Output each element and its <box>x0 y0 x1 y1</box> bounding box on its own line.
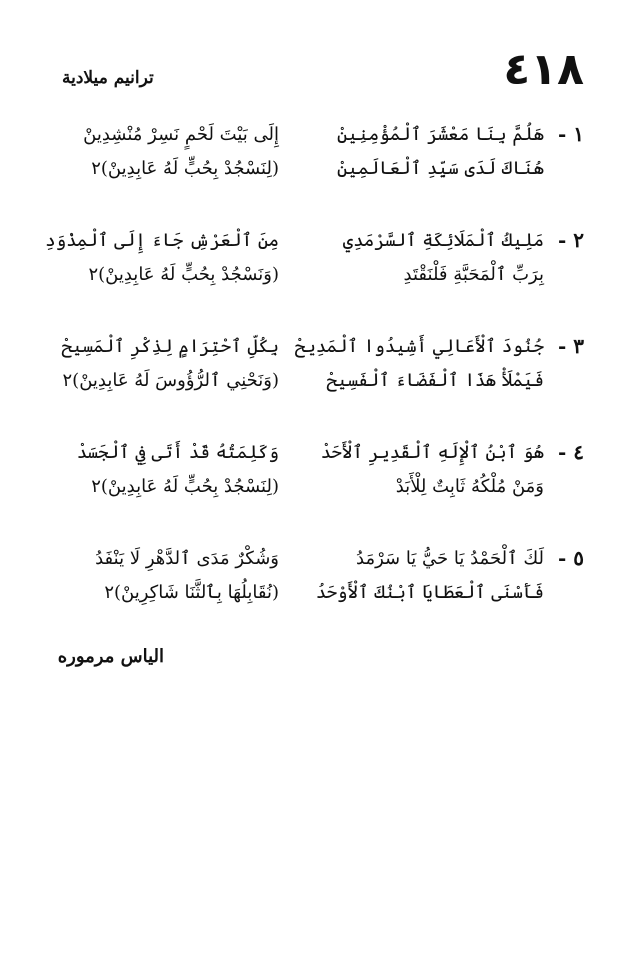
stanza-number: ١ - <box>557 122 584 146</box>
stanza <box>44 118 584 224</box>
author-name: الياس مرموره <box>57 646 164 667</box>
stanza <box>44 330 584 436</box>
stanza <box>44 436 584 542</box>
stanza-number: ٤ - <box>557 440 584 464</box>
verse-refrain: (لِنَسْجُدْ بِحُبٍّ لَهُ عَابِدِينْ)٢ <box>91 476 279 497</box>
page-number: ٤١٨ <box>503 44 584 95</box>
verse-refrain: (نُقَابِلُهَا بِٱلثَّنَا شَاكِرِينْ)٢ <box>104 582 279 603</box>
verse-line: مِنَ ٱلْعَرْشِ جَاءَ إِلَى ٱلْمِذْوَدِ <box>45 230 279 251</box>
verse-line: هُنَاكَ لَدَى سَيِّدِ ٱلْعَالَمِينْ <box>336 158 544 179</box>
verse-line: هَلُمَّ بِنَا مَعْشَرَ ٱلْمُؤْمِنِينْ <box>336 124 544 145</box>
stanza <box>44 224 584 330</box>
verse-line: هُوَ ٱبْنُ ٱلْإِلَهِ ٱلْقَدِيرِ ٱلْأَحَدْ <box>320 442 544 463</box>
verse-line: بِرَبِّ ٱلْمَحَبَّةِ فَلْنَقْتَدِ <box>403 264 544 285</box>
book-title: ترانيم ميلادية <box>62 68 154 88</box>
verse-line: وَمَنْ مُلْكُهُ ثَابِتٌ لِلْأَبَدْ <box>395 476 544 497</box>
verse-line: مَلِيكُ ٱلْمَلَائِكَةِ ٱلسَّرْمَدِي <box>342 230 544 251</box>
verse-line: وَكَلِمَتُهُ قَدْ أَتَى فِي ٱلْجَسَدْ <box>76 442 279 463</box>
verse-line: فَيَمْلَأْ هَذَا ٱلْفَضَاءَ ٱلْفَسِيحْ <box>326 370 544 391</box>
verse-refrain: (لِنَسْجُدْ بِحُبٍّ لَهُ عَابِدِينْ)٢ <box>91 158 279 179</box>
verse-line: لَكَ ٱلْحَمْدُ يَا حَيُّ يَا سَرْمَدُ <box>356 548 544 569</box>
verse-line: إِلَى بَيْتَ لَحْمٍ نَسِرْ مُنْشِدِينْ <box>83 124 279 145</box>
verse-line: بِكُلِّ ٱحْتِرَامٍ لِذِكْرِ ٱلْمَسِيحْ <box>61 336 279 357</box>
verse-refrain: (وَنَسْجُدْ بِحُبٍّ لَهُ عَابِدِينْ)٢ <box>88 264 279 285</box>
stanza-number: ٥ - <box>557 546 584 570</box>
stanza <box>44 542 584 648</box>
hymn-stanzas <box>44 118 584 648</box>
verse-line: جُنُودَ ٱلْأَعَالِي أَشِيدُوا ٱلْمَدِيحْ <box>294 336 544 357</box>
verse-refrain: (وَنَحْنِي ٱلرُّؤُوسَ لَهُ عَابِدِينْ)٢ <box>62 370 279 391</box>
stanza-number: ٣ - <box>557 334 584 358</box>
stanza-number: ٢ - <box>557 228 584 252</box>
verse-line: فَأَسْنَى ٱلْعَطَايَا ٱبْنُكَ ٱلْأَوْحَدُ <box>315 582 544 603</box>
verse-line: وَشُكْرٌ مَدَى ٱلدَّهْرِ لَا يَنْفَدُ <box>95 548 279 569</box>
